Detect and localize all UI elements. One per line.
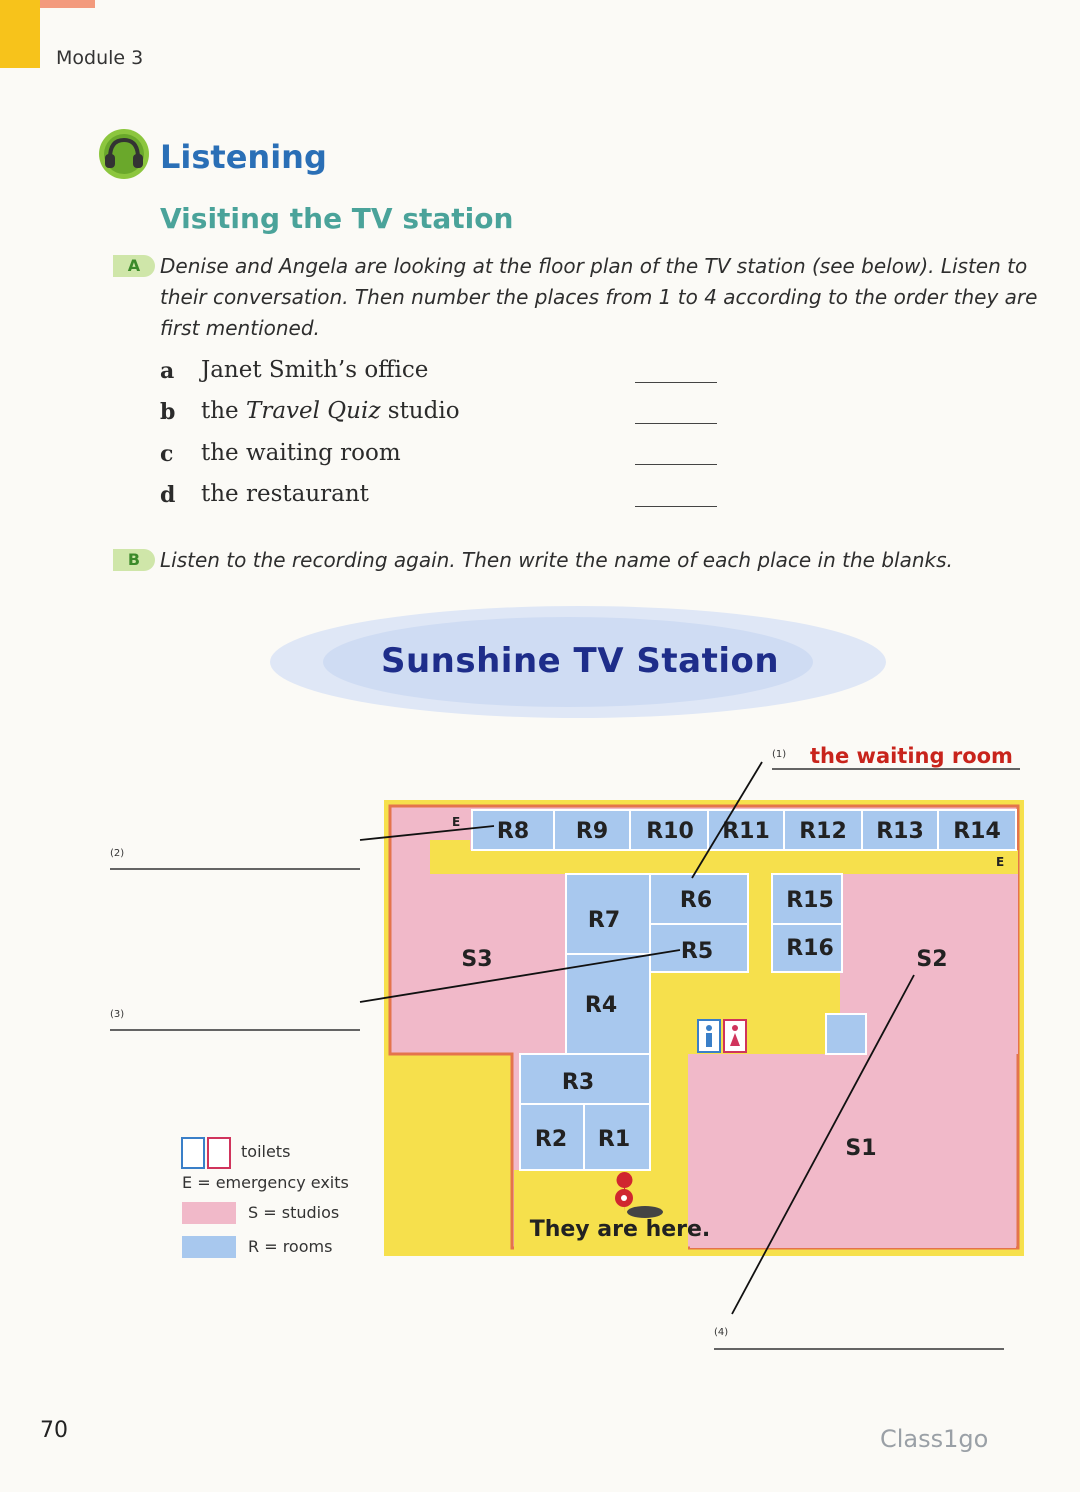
legend-studio-swatch — [182, 1202, 236, 1224]
answer-blank-b[interactable] — [635, 423, 717, 424]
room-r10: R10 — [646, 819, 694, 844]
legend-toilets: toilets — [241, 1142, 291, 1161]
legend-rooms: R = rooms — [248, 1237, 333, 1256]
item-text-a: Janet Smith’s office — [201, 357, 429, 383]
answer-blank-d[interactable] — [635, 506, 717, 507]
corner-tab — [0, 0, 40, 68]
legend-toilet-male-icon — [182, 1138, 204, 1168]
module-label: Module 3 — [56, 47, 144, 69]
watermark: Class1go — [880, 1425, 989, 1453]
part-a-tag: A — [113, 255, 155, 277]
room-r15: R15 — [786, 888, 834, 913]
headphones-icon — [96, 128, 152, 180]
studio-s1: S1 — [845, 1136, 877, 1161]
part-b-tag: B — [113, 549, 155, 571]
room-r7: R7 — [587, 908, 621, 933]
room-r11: R11 — [722, 819, 770, 844]
legend-toilet-female-icon — [208, 1138, 230, 1168]
corridor-vertical — [748, 872, 772, 972]
blank-number-3: (3) — [110, 1009, 125, 1020]
studio-s2: S2 — [916, 947, 948, 972]
legend-room-swatch — [182, 1236, 236, 1258]
room-r12: R12 — [799, 819, 847, 844]
exit-marker-top-left: E — [452, 815, 461, 829]
legend-studios: S = studios — [248, 1203, 340, 1222]
item-letter-b: b — [160, 399, 176, 425]
blank-number-2: (2) — [110, 848, 125, 859]
room-r14: R14 — [953, 819, 1001, 844]
room-r4: R4 — [584, 993, 618, 1018]
blank-answer-1: the waiting room — [810, 744, 1013, 768]
page-number: 70 — [40, 1418, 68, 1443]
section-subtitle: Visiting the TV station — [160, 202, 514, 235]
room-r2: R2 — [534, 1127, 568, 1152]
answer-blank-c[interactable] — [635, 464, 717, 465]
blank-number-1: (1) — [772, 749, 787, 760]
room-r13: R13 — [876, 819, 924, 844]
part-b-instructions: Listen to the recording again. Then write the name of each place in the blanks. — [160, 548, 953, 572]
item-text-c: the waiting room — [201, 440, 401, 466]
corner-tab-accent — [40, 0, 95, 8]
room-r8: R8 — [496, 819, 530, 844]
item-text-d: the restaurant — [201, 481, 369, 507]
map-title: Sunshine TV Station — [380, 641, 780, 681]
room-r9: R9 — [575, 819, 609, 844]
room-r5: R5 — [680, 939, 714, 964]
item-letter-c: c — [160, 441, 174, 467]
room-r3: R3 — [561, 1070, 595, 1095]
studio-s3: S3 — [461, 947, 493, 972]
item-letter-d: d — [160, 482, 176, 508]
answer-blank-a[interactable] — [635, 382, 717, 383]
item-text-b: the Travel Quiz studio — [201, 398, 460, 424]
legend-exits: E = emergency exits — [182, 1173, 349, 1192]
part-a-instructions: Denise and Angela are looking at the floor plan of the TV station (see below). Listen to their conversation. Then number the places from 1 to 4 according to the order they are first mentioned. — [160, 254, 1038, 340]
main-corridor — [440, 850, 1018, 874]
location-label: They are here. — [529, 1217, 711, 1242]
room-r16: R16 — [786, 936, 834, 961]
blank-number-4: (4) — [714, 1327, 729, 1338]
section-title: Listening — [160, 138, 327, 176]
room-r6: R6 — [679, 888, 713, 913]
exit-marker-right: E — [996, 855, 1005, 869]
item-letter-a: a — [160, 358, 175, 384]
room-r1: R1 — [597, 1127, 631, 1152]
floor-plan — [0, 730, 1080, 1338]
